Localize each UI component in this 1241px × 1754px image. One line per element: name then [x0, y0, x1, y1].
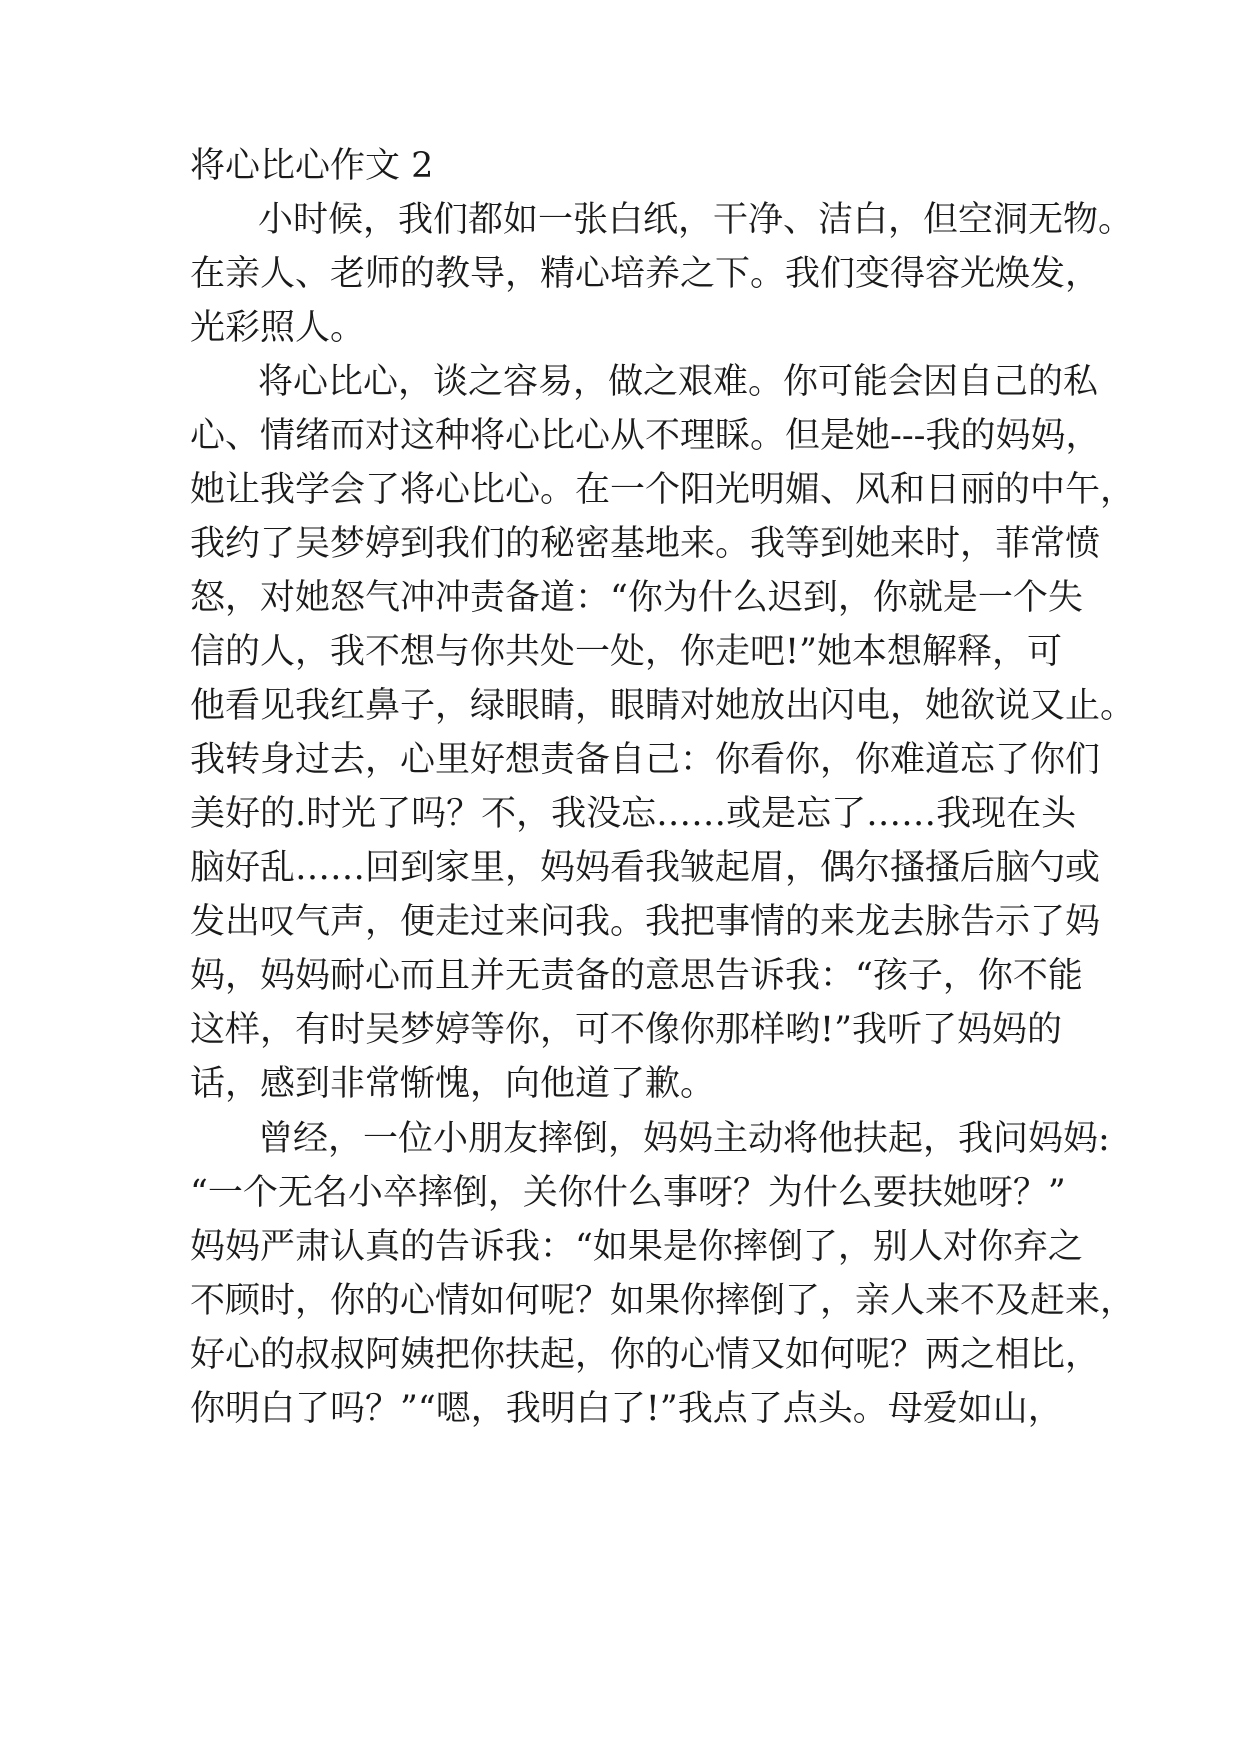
paragraph-line: 你明白了吗？”“嗯，我明白了!”我点了点头。母爱如山， — [190, 1389, 1063, 1429]
paragraph-line: 小时候，我们都如一张白纸，干净、洁白，但空洞无物。 — [258, 200, 1134, 240]
paragraph-line: 脑好乱……回到家里，妈妈看我皱起眉，偶尔搔搔后脑勺或 — [190, 848, 1101, 888]
paragraph-line: 我约了吴梦婷到我们的秘密基地来。我等到她来时，菲常愤 — [190, 524, 1101, 564]
paragraph-line: 心、情绪而对这种将心比心从不理睬。但是她---我的妈妈， — [190, 416, 1101, 456]
paragraph-line: 妈，妈妈耐心而且并无责备的意思告诉我：“孩子，你不能 — [190, 956, 1083, 996]
paragraph-line: 好心的叔叔阿姨把你扶起，你的心情又如何呢？两之相比， — [190, 1335, 1101, 1375]
document-title: 将心比心作文 2 — [190, 146, 434, 186]
paragraph-line: 妈妈严肃认真的告诉我：“如果是你摔倒了，别人对你弃之 — [190, 1227, 1083, 1267]
paragraph-line: 不顾时，你的心情如何呢？如果你摔倒了，亲人来不及赶来， — [190, 1281, 1136, 1321]
paragraph-line: 她让我学会了将心比心。在一个阳光明媚、风和日丽的中午， — [190, 470, 1136, 510]
paragraph-line: 他看见我红鼻子，绿眼睛，眼睛对她放出闪电，她欲说又止。 — [190, 686, 1136, 726]
paragraph-line: 在亲人、老师的教导，精心培养之下。我们变得容光焕发， — [190, 254, 1101, 294]
paragraph-line: 发出叹气声，便走过来问我。我把事情的来龙去脉告示了妈 — [190, 902, 1101, 942]
paragraph-line: 这样，有时吴梦婷等你，可不像你那样哟!”我听了妈妈的 — [190, 1010, 1062, 1050]
paragraph-line: 美好的.时光了吗？不，我没忘……或是忘了……我现在头 — [190, 794, 1077, 834]
paragraph-line: 将心比心，谈之容易，做之艰难。你可能会因自己的私 — [258, 362, 1099, 402]
paragraph-line: 我转身过去，心里好想责备自己：你看你，你难道忘了你们 — [190, 740, 1101, 780]
paragraph-line: 怒，对她怒气冲冲责备道：“你为什么迟到，你就是一个失 — [190, 578, 1083, 618]
paragraph-line: “一个无名小卒摔倒，关你什么事呀？为什么要扶她呀？” — [190, 1173, 1066, 1213]
paragraph-line: 光彩照人。 — [190, 308, 366, 348]
paragraph-line: 曾经，一位小朋友摔倒，妈妈主动将他扶起，我问妈妈: — [258, 1119, 1110, 1159]
paragraph-line: 信的人，我不想与你共处一处，你走吧!”她本想解释，可 — [190, 632, 1062, 672]
paragraph-line: 话，感到非常惭愧，向他道了歉。 — [190, 1064, 716, 1104]
